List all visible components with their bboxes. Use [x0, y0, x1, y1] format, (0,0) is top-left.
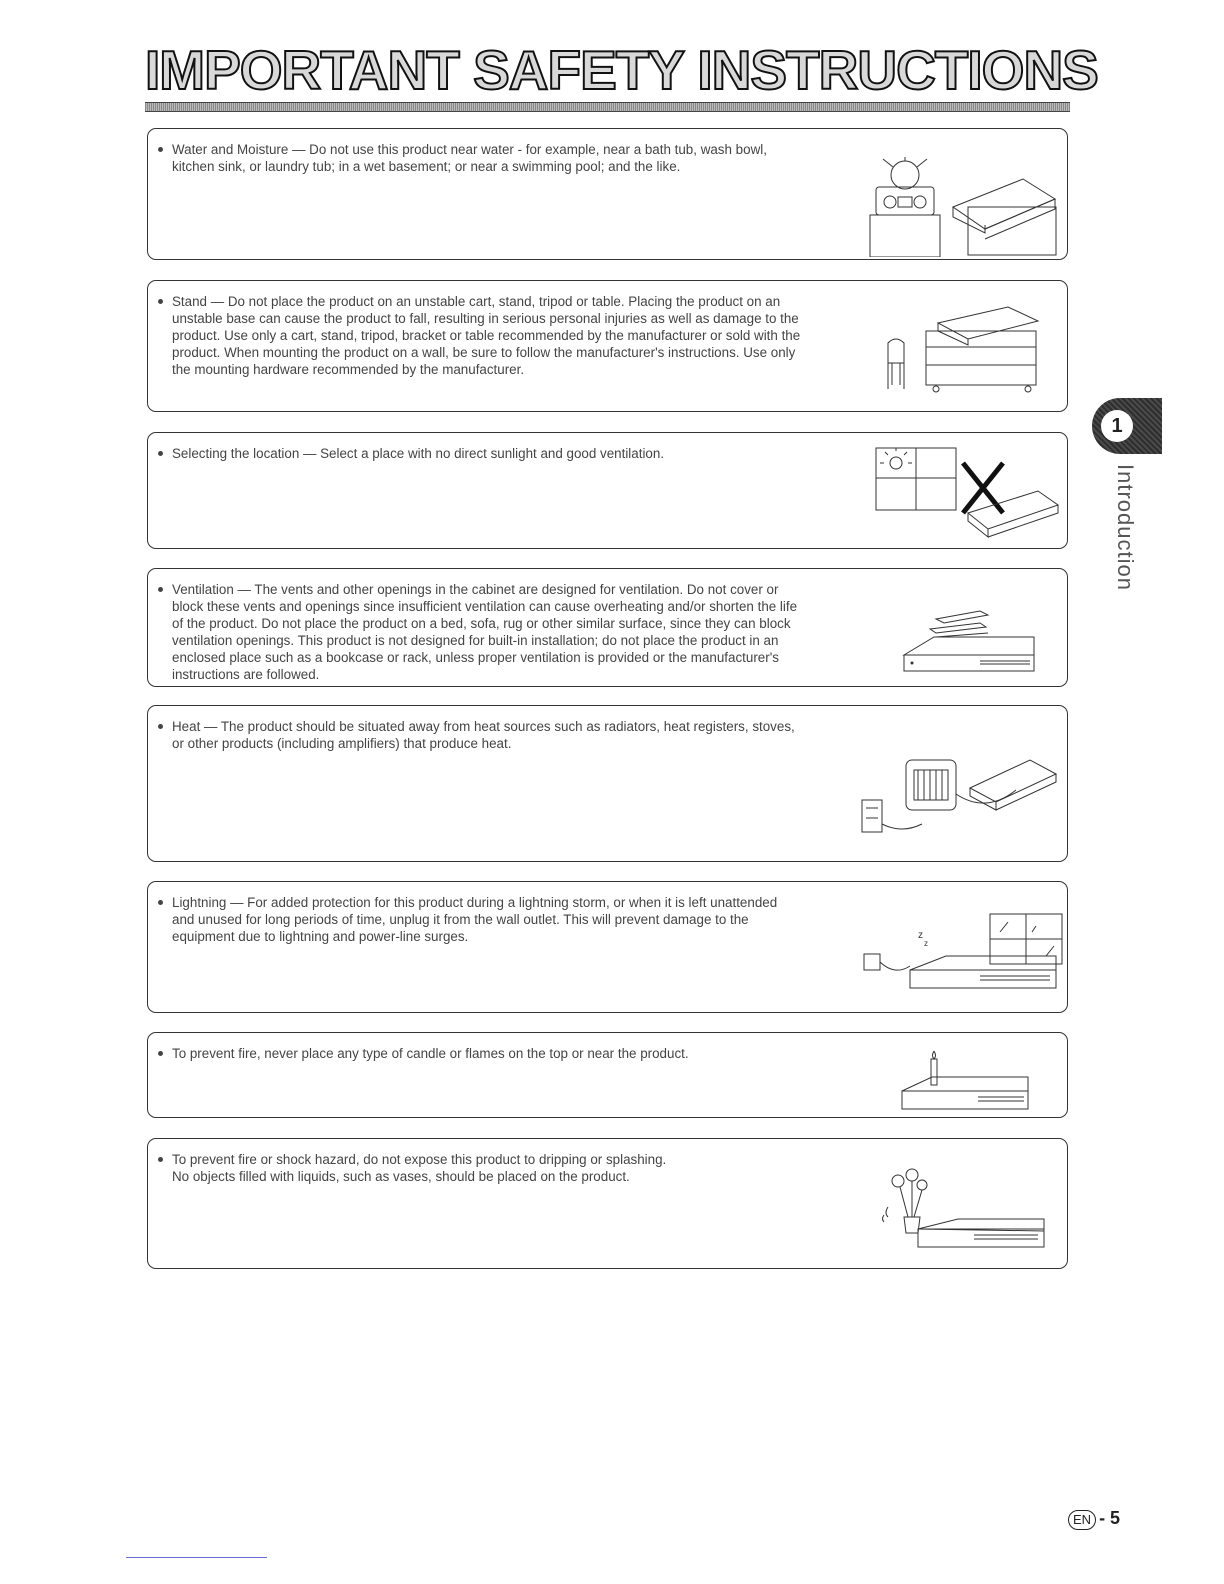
- language-badge: EN: [1068, 1510, 1096, 1530]
- unstable-stand-illustration: [878, 303, 1053, 393]
- instruction-liquids: [147, 1138, 1068, 1269]
- vase-hazard-illustration: [878, 1165, 1048, 1251]
- lightning-storm-illustration: [860, 912, 1065, 994]
- instruction-stand: [147, 280, 1068, 412]
- footer-line: [126, 1557, 267, 1558]
- section-label: Introduction: [1113, 464, 1138, 591]
- blocked-vent-illustration: [900, 607, 1040, 675]
- instruction-text: Stand — Do not place the product on an unstable cart, stand, tripod or table. Placing the product on an unstable base can cause the product to fall, resulting in serious personal injuries as well as damage to the product. Use only a cart, stand, tripod, bracket or table recommended by the manufacturer or sold with the product. When mounting the product on a wall, be sure to follow the manufacturer's instructions. Use only the mounting hardware recommended by the manufacturer.: [172, 294, 801, 377]
- instruction-water-moisture: [147, 128, 1068, 260]
- instruction-text: Lightning — For added protection for this product during a lightning storm, or when it is left unattended and unused for long periods of time, unplug it from the wall outlet. This will prevent damage to the equipment due to lightning and power-line surges.: [172, 895, 778, 944]
- instruction-candle: [147, 1032, 1068, 1118]
- page-number: - 5: [1099, 1508, 1121, 1528]
- candle-hazard-illustration: [898, 1047, 1034, 1115]
- heat-source-illustration: [858, 746, 1058, 846]
- instruction-text: Ventilation — The vents and other openings in the cabinet are designed for ventilation. Do not cover or block these vents and openings since insufficient ventilation can cause overheating and/or shorten the life of the product. Do not place the product on a bed, sofa, rug or other similar surface, since they can block ventilation openings. This product is not designed for built-in installation; do not place the product in an enclosed place such as a bookcase or rack, unless proper ventilation is provided or the manufacturer's instructions are followed.: [172, 582, 798, 682]
- instruction-text: Selecting the location — Select a place with no direct sunlight and good ventilation.: [172, 446, 665, 461]
- sunlight-location-illustration: [873, 445, 1063, 545]
- instruction-text: Water and Moisture — Do not use this product near water - for example, near a bath tub, wash bowl, kitchen sink, or laundry tub; in a wet basement; or near a swimming pool; and the like.: [172, 142, 767, 174]
- instruction-text: To prevent fire or shock hazard, do not expose this product to dripping or splashing. No objects filled with liquids, such as vases, should be placed on the product.: [172, 1152, 667, 1184]
- title-rule: [145, 102, 1070, 112]
- instruction-lightning: [147, 881, 1068, 1013]
- instruction-text: Heat — The product should be situated away from heat sources such as radiators, heat registers, stoves, or other products (including amplifiers) that produce heat.: [172, 719, 795, 751]
- section-number-badge: 1: [1101, 410, 1133, 442]
- page-footer: [1068, 1508, 1120, 1530]
- svg-text:z: z: [924, 939, 928, 948]
- instruction-location: [147, 432, 1068, 549]
- instruction-ventilation: [147, 568, 1068, 687]
- svg-text:z: z: [918, 930, 923, 941]
- water-hazard-illustration: [868, 157, 1063, 257]
- page-title: IMPORTANT SAFETY INSTRUCTIONS: [145, 39, 1098, 101]
- instruction-heat: [147, 705, 1068, 862]
- instruction-text: To prevent fire, never place any type of candle or flames on the top or near the product.: [172, 1046, 689, 1061]
